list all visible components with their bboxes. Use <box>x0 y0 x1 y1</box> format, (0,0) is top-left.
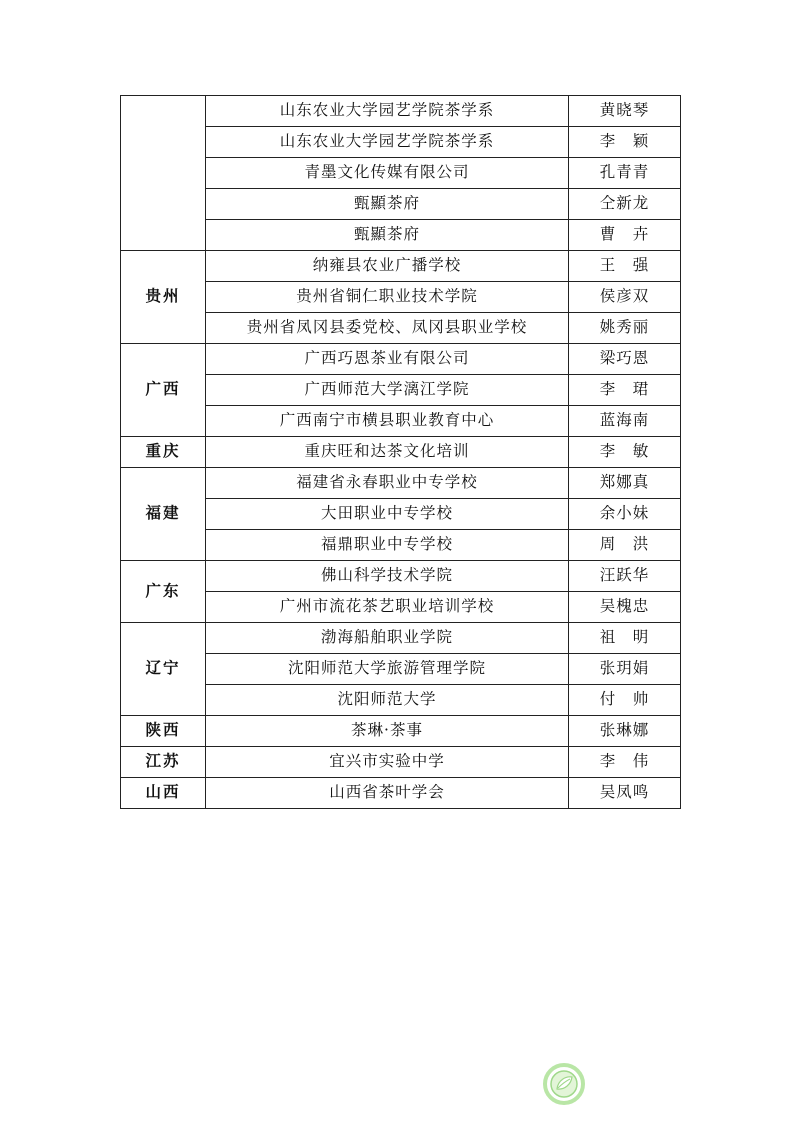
province-cell: 福建 <box>121 468 206 561</box>
organization-cell: 甄顯茶府 <box>206 189 569 220</box>
organization-cell: 渤海船舶职业学院 <box>206 623 569 654</box>
person-name-cell: 王 强 <box>569 251 681 282</box>
person-name-cell: 姚秀丽 <box>569 313 681 344</box>
organization-cell: 大田职业中专学校 <box>206 499 569 530</box>
person-name-cell: 仝新龙 <box>569 189 681 220</box>
person-name-cell: 李 敏 <box>569 437 681 468</box>
organization-cell: 贵州省铜仁职业技术学院 <box>206 282 569 313</box>
person-name-cell: 李 珺 <box>569 375 681 406</box>
table-row <box>121 747 681 778</box>
organization-cell: 佛山科学技术学院 <box>206 561 569 592</box>
organization-cell: 重庆旺和达茶文化培训 <box>206 437 569 468</box>
organization-cell: 甄顯茶府 <box>206 220 569 251</box>
table-row <box>121 468 681 499</box>
organization-cell: 沈阳师范大学 <box>206 685 569 716</box>
person-name-cell: 梁巧恩 <box>569 344 681 375</box>
table-row <box>121 623 681 654</box>
table-row <box>121 561 681 592</box>
person-name-cell: 侯彦双 <box>569 282 681 313</box>
organization-cell: 纳雍县农业广播学校 <box>206 251 569 282</box>
table-row <box>121 716 681 747</box>
person-name-cell: 李 伟 <box>569 747 681 778</box>
province-cell: 山西 <box>121 778 206 809</box>
roster-body <box>121 96 681 809</box>
organization-cell: 山东农业大学园艺学院茶学系 <box>206 127 569 158</box>
organization-cell: 山东农业大学园艺学院茶学系 <box>206 96 569 127</box>
person-name-cell: 李 颖 <box>569 127 681 158</box>
table-row <box>121 251 681 282</box>
person-name-cell: 黄晓琴 <box>569 96 681 127</box>
organization-cell: 广西南宁市横县职业教育中心 <box>206 406 569 437</box>
person-name-cell: 吴槐忠 <box>569 592 681 623</box>
leaf-seal-icon <box>542 1062 586 1106</box>
roster-table <box>120 95 681 809</box>
organization-cell: 沈阳师范大学旅游管理学院 <box>206 654 569 685</box>
person-name-cell: 周 洪 <box>569 530 681 561</box>
organization-cell: 山西省茶叶学会 <box>206 778 569 809</box>
person-name-cell: 张琳娜 <box>569 716 681 747</box>
organization-cell: 广西师范大学漓江学院 <box>206 375 569 406</box>
organization-cell: 宜兴市实验中学 <box>206 747 569 778</box>
organization-cell: 福建省永春职业中专学校 <box>206 468 569 499</box>
organization-cell: 贵州省凤冈县委党校、凤冈县职业学校 <box>206 313 569 344</box>
person-name-cell: 付 帅 <box>569 685 681 716</box>
person-name-cell: 郑娜真 <box>569 468 681 499</box>
province-cell: 江苏 <box>121 747 206 778</box>
organization-cell: 茶琳·茶事 <box>206 716 569 747</box>
person-name-cell: 张玥娟 <box>569 654 681 685</box>
province-cell: 重庆 <box>121 437 206 468</box>
person-name-cell: 曹 卉 <box>569 220 681 251</box>
province-cell <box>121 96 206 251</box>
person-name-cell: 祖 明 <box>569 623 681 654</box>
organization-cell: 广西巧恩茶业有限公司 <box>206 344 569 375</box>
person-name-cell: 吴凤鸣 <box>569 778 681 809</box>
person-name-cell: 余小妹 <box>569 499 681 530</box>
organization-cell: 青墨文化传媒有限公司 <box>206 158 569 189</box>
province-cell: 辽宁 <box>121 623 206 716</box>
province-cell: 贵州 <box>121 251 206 344</box>
province-cell: 陕西 <box>121 716 206 747</box>
organization-cell: 广州市流花茶艺职业培训学校 <box>206 592 569 623</box>
table-row <box>121 437 681 468</box>
province-cell: 广东 <box>121 561 206 623</box>
person-name-cell: 汪跃华 <box>569 561 681 592</box>
organization-cell: 福鼎职业中专学校 <box>206 530 569 561</box>
province-cell: 广西 <box>121 344 206 437</box>
table-row <box>121 96 681 127</box>
person-name-cell: 孔青青 <box>569 158 681 189</box>
table-row <box>121 344 681 375</box>
table-row <box>121 778 681 809</box>
person-name-cell: 蓝海南 <box>569 406 681 437</box>
